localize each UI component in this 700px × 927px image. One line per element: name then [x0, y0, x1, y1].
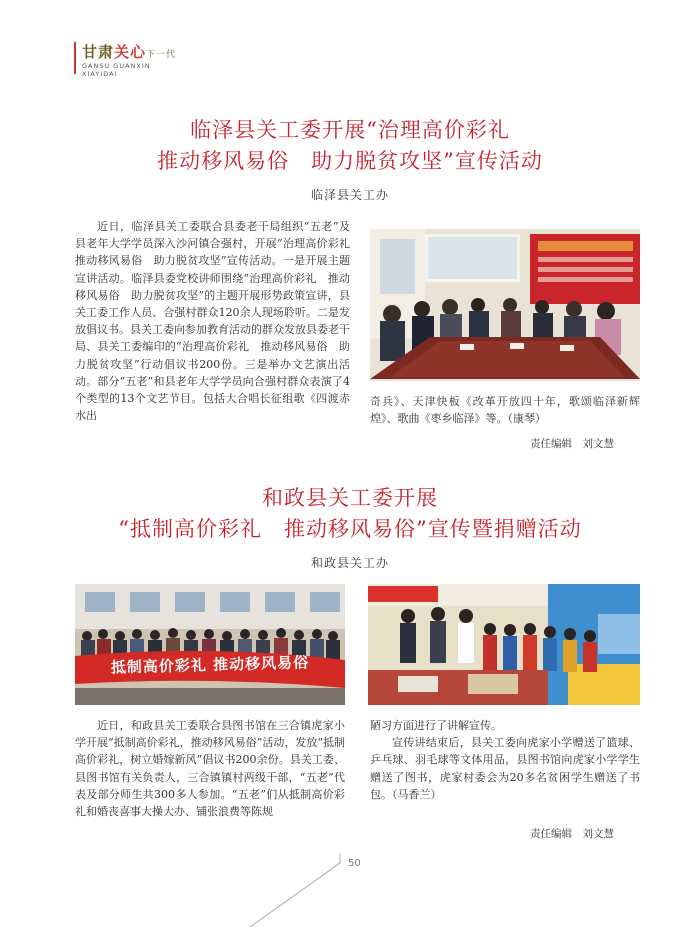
logo-chinese-c: 下一代: [146, 50, 177, 60]
article1-body-right: [370, 393, 640, 427]
article2-title-line2: “抵制高价彩礼 推动移风易俗”宣传暨捐赠活动: [118, 517, 582, 541]
donation-photo: [368, 584, 640, 705]
article2-paragraph-2: 陋习方面进行了讲解宣传。: [370, 719, 502, 732]
logo-english-line2: XIAYIDAI: [82, 70, 118, 78]
article1-paragraph-1: 近日，临泽县关工委联合县委老干局组织“五老”及县老年大学学员深入沙河镇合强村，开展“治理高价彩礼 推动移风易俗 助力脱贫攻坚”宣传活动。一是开展主题宣讲活动。临泽县委党校讲师围绕“治理高价彩礼 推动移风易俗 助力脱贫攻坚”的主题开展形势政策宣讲，县关工委工作人员、合强村群众120余人现场聆听。二是发放倡议书。县关工委向参加教育活动的群众发放县委老干局、县关工委编印的“治理高价彩礼 推动移风易俗 助力脱贫攻坚”行动倡议书200份。三是举办文艺演出活动。部分“五老”和县老年大学学员向合强村群众表演了4个类型的13个文艺节目。包括大合唱长征组歌《四渡赤水出: [75, 220, 361, 423]
magazine-logo: [74, 38, 194, 78]
article2-paragraph-3: 宣传讲结束后，县关工委向虎家小学赠送了篮球、乒乓球、羽毛球等文体用品，县图书馆向虎家小学学生赠送了图书，虎家村委会为20多名贫困学生赠送了书包。（马香兰）: [370, 736, 640, 801]
article1-title-line2: 推动移风易俗 助力脱贫攻坚”宣传活动: [157, 149, 543, 173]
banner-group-photo: [75, 584, 345, 705]
article1-body-left: [75, 218, 361, 424]
article2-body-right: [370, 717, 640, 803]
meeting-photo: [370, 229, 640, 381]
page-corner-decoration: [240, 853, 360, 927]
logo-chinese-a: 甘肃: [82, 43, 115, 61]
article2-byline: 和政县关工办: [310, 556, 389, 570]
article2-title-line1: 和政县关工委开展: [262, 486, 438, 510]
article2-editor: 责任编辑 刘文慧: [530, 828, 614, 840]
article2-paragraph-1: 近日，和政县关工委联合县图书馆在三合镇虎家小学开展“抵制高价彩礼，推动移风易俗”活动，发放“抵制高价彩礼，树立婚嫁新风”倡议书200余份。县关工委、县图书馆有关负责人，三合镇镇村两级干部，“五老”代表及部分师生共300多人参加。“五老”们从抵制高价彩礼和婚丧喜事大操大办、铺张浪费等陈规: [75, 719, 345, 819]
logo-chinese-b: 关心: [114, 43, 147, 61]
logo-divider: [74, 42, 76, 74]
article1-byline: 临泽县关工办: [310, 188, 389, 202]
logo-english-line1: GANSU GUANXIN: [82, 62, 151, 70]
article1-paragraph-2: 奇兵》、天津快板《改革开放四十年，歌颂临泽新辉煌》、歌曲《枣乡临泽》等。（康琴）: [370, 395, 640, 426]
banner-slogan: 抵制高价彩礼 推动移风易俗: [110, 653, 310, 677]
logo-chinese: [82, 41, 176, 62]
article1-editor: 责任编辑 刘文慧: [530, 438, 614, 450]
article1-title-line1: 临泽县关工委开展“治理高价彩礼: [190, 118, 510, 142]
page-number: 50: [348, 858, 361, 869]
article2-body-left: [75, 717, 345, 820]
banner-photo-scene: [75, 584, 345, 705]
